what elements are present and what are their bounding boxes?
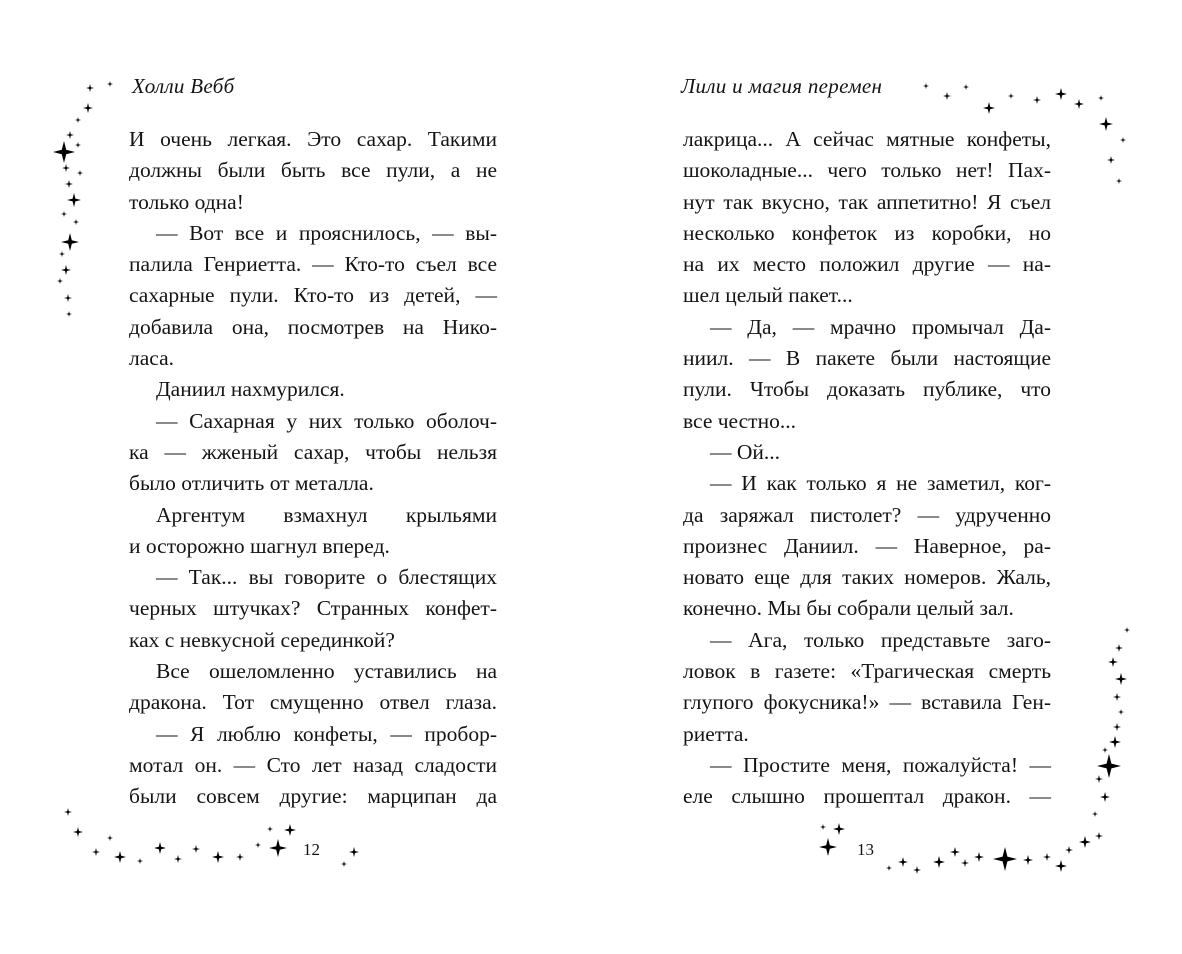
star-icon [1113,693,1121,701]
star-icon [67,193,81,207]
star-icon [212,851,224,863]
right-page [591,0,1182,954]
text-line: ловок в газете: «Трагическая смерть [683,659,1051,684]
text-line: было отличить от металла. [129,471,374,496]
star-icon [1095,832,1103,840]
star-icon [993,847,1017,871]
star-icon [73,219,79,225]
star-icon [75,117,81,123]
text-line: черных штучках? Странных конфет- [129,596,497,621]
star-icon [137,858,143,864]
star-icon [53,141,75,163]
star-icon [1033,96,1041,104]
star-icon [1095,775,1103,783]
page-number-right: 13 [857,840,874,859]
star-icon [833,823,845,835]
text-line: И очень легкая. Это сахар. Такими [129,127,497,151]
star-icon [255,842,261,848]
text-line: еле слышно прошептал дракон. — [683,784,1051,809]
star-icon [1055,88,1067,100]
star-icon [61,233,79,251]
star-icon [174,855,182,863]
text-line: пули. Чтобы доказать публике, что [683,377,1051,402]
star-icon [83,103,93,113]
text-line: шоколадные... чего только нет! Пах- [683,158,1051,183]
text-line: новато еще для таких номеров. Жаль, [683,565,1051,590]
star-icon [92,848,100,856]
star-icon [1023,855,1033,865]
star-icon [73,827,83,837]
star-icon [64,294,72,302]
text-line: дракона. Тот смущенно отвел глаза. [129,690,497,715]
text-line: Все ошеломленно уставились на [156,659,497,684]
star-icon [349,847,359,857]
star-icon [269,839,287,857]
star-icon [1109,736,1121,748]
star-icon [1113,723,1121,731]
star-icon [1124,627,1130,633]
star-icon [1120,137,1126,143]
star-icon [86,84,94,92]
text-line: — Так... вы говорите о блестящих [156,565,497,590]
star-icon [1097,754,1121,778]
star-icon [1079,836,1091,848]
body-text-left [129,124,497,813]
text-line: мотал он. — Сто лет назад сладости [129,752,497,777]
text-line: — Ага, только представьте заго- [710,627,1051,652]
star-icon [923,83,929,89]
star-icon [1115,673,1127,685]
text-line: — Вот все и прояснилось, — вы- [156,220,497,245]
text-line: только одна! [129,189,244,214]
star-icon [64,808,72,816]
text-line: произнес Даниил. — Наверное, ра- [683,533,1051,558]
star-icon [1107,156,1115,164]
star-icon [62,164,70,172]
star-icon [983,102,995,114]
star-icon [107,835,113,841]
star-icon [1055,860,1067,872]
text-line: шел целый пакет... [683,283,853,308]
star-icon [66,131,74,139]
star-icon [267,826,273,832]
star-icon [963,84,969,90]
star-icon [114,851,126,863]
star-icon [943,92,951,100]
text-line: ках с невкусной серединкой? [129,627,395,652]
text-line: — Да, — мрачно промычал Да- [710,314,1051,339]
text-line: Даниил нахмурился. [156,377,345,402]
text-line: несколько конфеток из коробки, но [683,220,1051,245]
star-icon [59,251,65,257]
text-line: ка — жженый сахар, чтобы нельзя [129,439,497,464]
text-line: Аргентум взмахнул крыльями [156,502,497,527]
star-icon [1008,93,1014,99]
star-icon [1102,747,1108,753]
text-line: палила Генриетта. — Кто-то съел все [129,252,497,277]
star-icon [1100,792,1110,802]
text-line: — Простите меня, пожалуйста! — [710,752,1051,777]
text-line: — Я люблю конфеты, — пробор- [156,721,497,746]
text-line: ласа. [129,346,174,371]
star-icon [1065,846,1073,854]
text-line: должны были быть все пули, а не [129,158,497,183]
text-line: нут так вкусно, так аппетитно! Я съел [683,189,1051,214]
text-line: сахарные пули. Кто-то из детей, — [129,283,497,308]
text-line: добавила она, посмотрев на Нико- [129,314,497,339]
text-line: лакрица... А сейчас мятные конфеты, [683,127,1051,151]
star-icon [341,861,347,867]
star-icon [819,838,837,856]
star-icon [933,856,945,868]
text-line: на их место положил другие — на- [683,252,1051,277]
star-icon [154,842,166,854]
star-icon [886,865,892,871]
star-icon [284,824,296,836]
star-icon [1108,657,1118,667]
star-icon [1099,117,1113,131]
star-icon [961,859,969,867]
star-icon [974,852,984,862]
text-line: — И как только я не заметил, ког- [710,471,1051,496]
text-line: были совсем другие: марципан да [129,784,497,809]
star-icon [1116,178,1122,184]
star-icon [192,845,200,853]
star-icon [1043,853,1051,861]
star-icon [66,311,72,317]
star-icon [61,265,71,275]
star-icon [75,142,81,148]
text-line: — Сахарная у них только оболоч- [156,408,497,433]
text-line: глупого фокусника!» — вставила Ген- [683,690,1051,715]
text-line: — Ой... [710,439,781,464]
body-text-right [683,124,1051,813]
star-icon [236,853,244,861]
star-icon [1118,709,1124,715]
star-icon [65,180,73,188]
running-head-author: Холли Вебб [132,74,235,98]
page-number-left: 12 [303,840,320,859]
star-icon [57,278,63,284]
star-icon [77,170,83,176]
text-line: конечно. Мы бы собрали целый зал. [683,596,1014,621]
star-icon [898,857,908,867]
text-line: и осторожно шагнул вперед. [129,533,390,558]
star-icon [1098,95,1104,101]
star-icon [1115,644,1123,652]
text-line: ниил. — В пакете были настоящие [683,346,1051,371]
star-icon [107,81,113,87]
star-icon [1092,811,1098,817]
star-icon [1074,99,1084,109]
text-line: риетта. [683,721,749,746]
star-icon [820,824,826,830]
star-icon [950,847,960,857]
running-head-title: Лили и магия перемен [681,74,883,98]
star-icon [61,211,67,217]
star-icon [913,866,921,874]
text-line: все честно... [683,408,796,433]
text-line: да заряжал пистолет? — удрученно [683,502,1051,527]
